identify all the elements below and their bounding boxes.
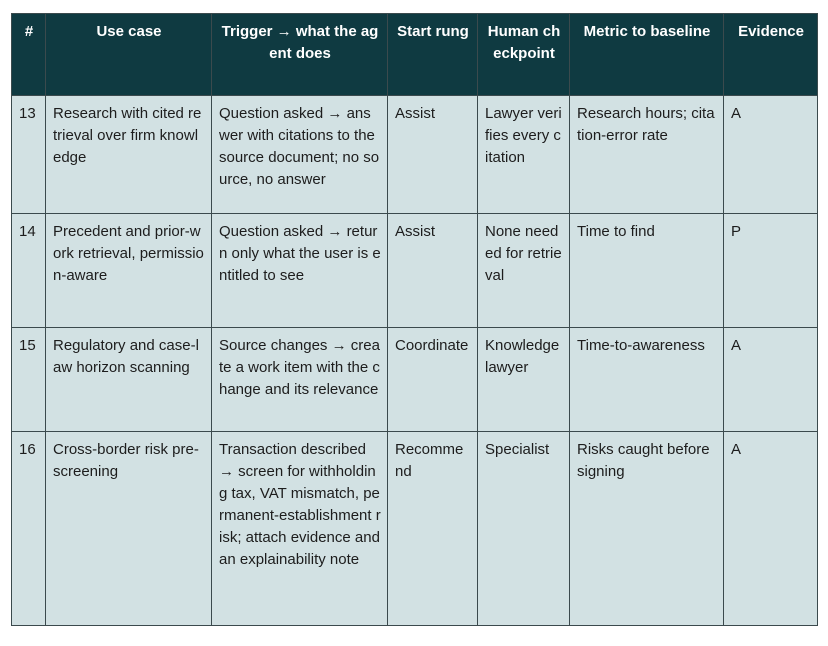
header-checkpoint: Human checkpoint [478, 14, 570, 96]
table-row [12, 328, 818, 432]
table-row [12, 432, 818, 626]
cell-num: 14 [12, 214, 46, 328]
header-trigger: Trigger → what the agent does [212, 14, 388, 96]
cell-trigger: Question asked → return only what the user is entitled to see [212, 214, 388, 328]
cell-metric: Research hours; citation-error rate [570, 96, 724, 214]
cell-start-rung: Recommend [388, 432, 478, 626]
use-case-table [11, 13, 818, 626]
table-row [12, 214, 818, 328]
cell-evidence: P [724, 214, 818, 328]
cell-checkpoint: Specialist [478, 432, 570, 626]
table-row [12, 96, 818, 214]
header-row [12, 14, 818, 96]
cell-evidence: A [724, 96, 818, 214]
header-metric: Metric to baseline [570, 14, 724, 96]
cell-num: 16 [12, 432, 46, 626]
cell-use-case: Precedent and prior-work retrieval, permission-aware [46, 214, 212, 328]
cell-evidence: A [724, 432, 818, 626]
cell-metric: Time-to-awareness [570, 328, 724, 432]
cell-start-rung: Coordinate [388, 328, 478, 432]
cell-use-case: Research with cited retrieval over firm knowledge [46, 96, 212, 214]
cell-num: 15 [12, 328, 46, 432]
cell-use-case: Cross-border risk pre-screening [46, 432, 212, 626]
cell-num: 13 [12, 96, 46, 214]
cell-checkpoint: None needed for retrieval [478, 214, 570, 328]
header-num: # [12, 14, 46, 96]
header-use-case: Use case [46, 14, 212, 96]
header-start-rung: Start rung [388, 14, 478, 96]
cell-checkpoint: Knowledge lawyer [478, 328, 570, 432]
cell-start-rung: Assist [388, 96, 478, 214]
cell-evidence: A [724, 328, 818, 432]
cell-checkpoint: Lawyer verifies every citation [478, 96, 570, 214]
header-evidence: Evidence [724, 14, 818, 96]
cell-trigger: Transaction described → screen for withholding tax, VAT mismatch, permanent-establishment risk; attach evidence and an explainability note [212, 432, 388, 626]
cell-start-rung: Assist [388, 214, 478, 328]
cell-metric: Time to find [570, 214, 724, 328]
cell-trigger: Source changes → create a work item with the change and its relevance [212, 328, 388, 432]
cell-metric: Risks caught before signing [570, 432, 724, 626]
cell-trigger: Question asked → answer with citations to the source document; no source, no answer [212, 96, 388, 214]
cell-use-case: Regulatory and case-law horizon scanning [46, 328, 212, 432]
